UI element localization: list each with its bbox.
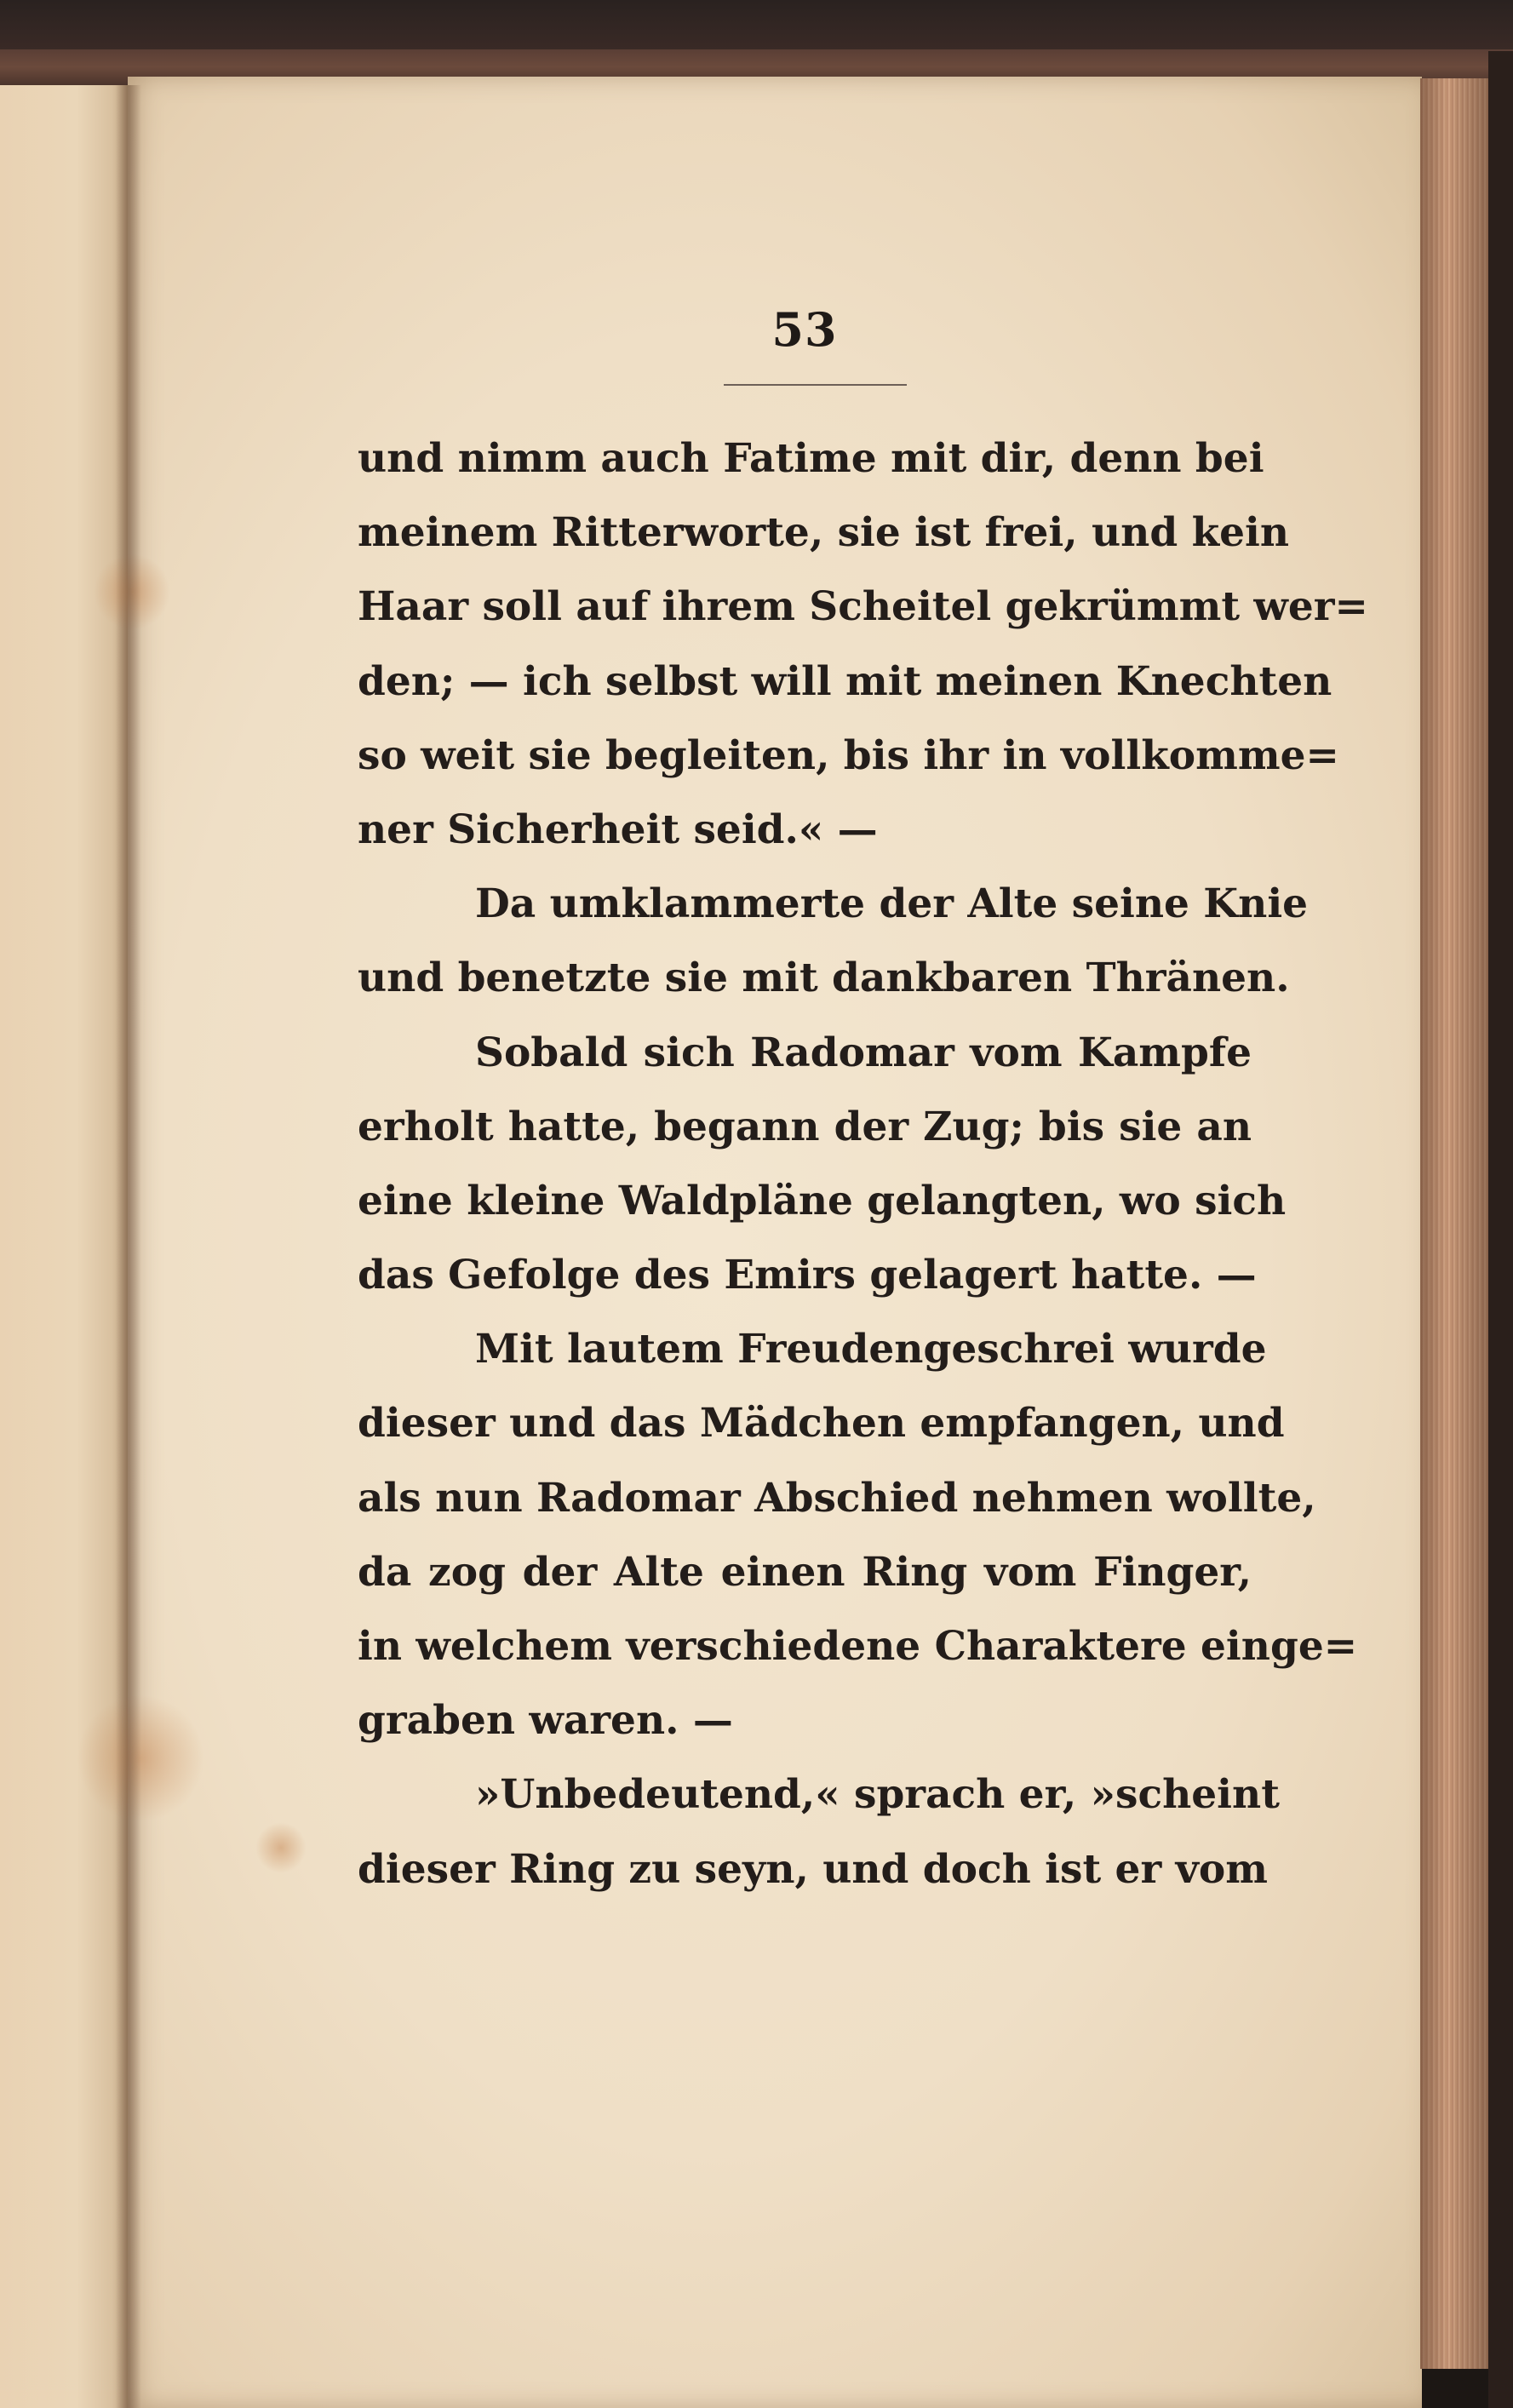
text-line: ner Sicherheit seid.« — <box>358 806 878 853</box>
text-line: graben waren. — <box>358 1697 733 1745</box>
text-line: den; — ich selbst will mit meinen Knechten <box>358 657 1332 705</box>
text-line: eine kleine Waldpläne gelangten, wo sich <box>358 1177 1287 1224</box>
text-line: und nimm auch Fatime mit dir, denn bei <box>358 435 1264 482</box>
text-line: Sobald sich Radomar vom Kampfe <box>475 1029 1252 1076</box>
gutter-shadow <box>116 85 141 2408</box>
text-line: das Gefolge des Emirs gelagert hatte. — <box>358 1252 1257 1299</box>
text-line: Mit lautem Freudengeschrei wurde <box>475 1326 1267 1373</box>
text-line: als nun Radomar Abschied nehmen wollte, <box>358 1474 1316 1522</box>
page-number: 53 <box>771 302 838 357</box>
text-line: Haar soll auf ihrem Scheitel gekrümmt wer= <box>358 583 1368 631</box>
book-back-cover <box>1488 51 1513 2408</box>
text-line: in welchem verschiedene Charaktere einge= <box>358 1623 1358 1670</box>
text-line: meinem Ritterworte, sie ist frei, und kein <box>358 509 1290 557</box>
previous-page-edge <box>0 85 128 2408</box>
page-block-shade <box>1420 78 1488 2369</box>
text-line: dieser Ring zu seyn, und doch ist er vom <box>358 1845 1268 1893</box>
text-line: Da umklammerte der Alte seine Knie <box>475 880 1309 928</box>
text-line: da zog der Alte einen Ring vom Finger, <box>358 1548 1252 1596</box>
text-line: und benetzte sie mit dankbaren Thränen. <box>358 955 1290 1002</box>
text-line: so weit sie begleiten, bis ihr in vollkomme= <box>358 731 1339 779</box>
text-line: dieser und das Mädchen empfangen, und <box>358 1400 1285 1448</box>
foxing-spot <box>255 1822 307 1873</box>
text-line: »Unbedeutend,« sprach er, »scheint <box>475 1771 1280 1819</box>
header-rule <box>724 384 907 386</box>
text-line: erholt hatte, begann der Zug; bis sie an <box>358 1103 1252 1150</box>
body-text <box>358 421 1368 1906</box>
